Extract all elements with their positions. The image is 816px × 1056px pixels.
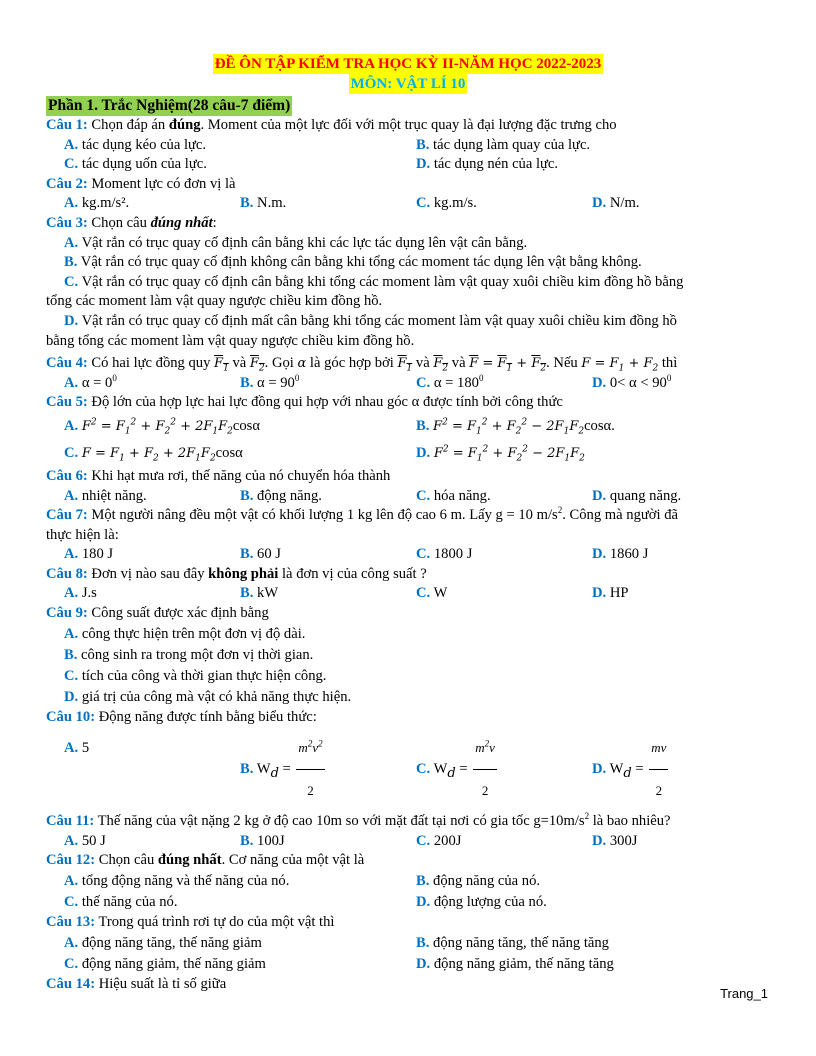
option-text: kg.m/s². [81,195,130,212]
option-text: W [256,761,271,778]
question-number: Câu 1: [46,117,88,133]
question-number: Câu 11: [46,813,95,830]
question-text: Công suất được xác định bằng [87,605,269,622]
option-label: B. [416,417,430,434]
question-text: là góc hợp bởi [306,355,398,372]
option-label: D. [592,546,607,563]
option-text: động lượng của nó. [433,894,547,911]
option-text: tổng các moment làm vật quay ngược chiều kim đồng hồ. [46,293,383,310]
question-text: thực hiện là: [46,526,119,543]
option-label: B. [240,374,254,391]
question-text: : [212,214,217,231]
alpha-symbol: α [297,356,307,372]
question-number: Câu 8: [46,565,88,582]
option-label: A. [64,487,79,504]
option-text: α = 90 [257,374,295,391]
option-text: kg.m/s. [433,195,477,212]
option-text: thế năng của nó. [81,894,178,911]
question-7 [46,506,770,526]
question-text: Khi hạt mưa rơi, thế năng của nó chuyển hóa thành [87,467,391,484]
option-label: B. [64,254,78,271]
option-label: C. [416,832,431,849]
degree-sup: 0 [294,372,300,383]
question-text: là đơn vị của công suất ? [278,565,427,582]
option-text: 50 J [81,832,106,849]
question-1 [46,116,770,136]
option-text: 1860 J [609,546,649,563]
question-text: Thế năng của vật nặng 2 kg ở độ cao 10m so với mặt đất tại nơi có gia tốc g=10m/s [94,813,585,830]
question-text: Chọn đáp án [87,117,169,133]
option-label: C. [416,195,431,212]
emphasis-text: đúng nhất [157,852,222,869]
formula-a: $F^2 = F_1^2 + F_2^2 + 2F_1F_2$ [81,417,233,437]
option-label: B. [240,195,254,212]
question-text: Độ lớn của hợp lực hai lực đồng qui hợp với nhau góc α được tính bởi công thức [87,394,563,411]
question-text: Động năng được tính bằng biểu thức: [95,708,317,725]
option-text: α = 0 [81,374,113,391]
option-label: B. [240,832,254,849]
fraction-c: $\frac{m^2v}{2}$ [473,727,497,812]
option-label: A. [64,625,79,642]
question-text: Có hai lực đồng quy [87,355,215,372]
option-label: A. [64,546,79,563]
option-text: tác dụng nén của lực. [433,156,559,173]
question-10 [46,708,770,728]
question-3 [46,214,770,234]
option-label: D. [64,312,79,329]
option-text: giá trị của công mà vật có khả năng thực hiện. [81,688,352,705]
option-label: C. [416,487,431,504]
question-text: Một người nâng đều một vật có khối lượng 1 kg lên độ cao 6 m. Lấy g = 10 m/s [87,507,558,524]
option-text: cosα. [584,417,615,434]
question-number: Câu 2: [46,175,88,192]
page-number: Trang_1 [720,986,768,1001]
option-label: B. [240,761,254,778]
question-number: Câu 12: [46,852,96,869]
question-number: Câu 4: [46,355,88,372]
question-text: là bao nhiêu? [589,813,671,830]
question-text: Trong quá trình rơi tự do của một vật thì [95,914,335,931]
exam-title: ĐỀ ÔN TẬP KIỂM TRA HỌC KỲ II-NĂM HỌC 2022-2023 [214,56,602,72]
degree-sup: 0 [666,372,672,383]
vector-f2: $F_2$ [249,356,265,374]
question-text: . Cơ năng của một vật là [221,852,365,869]
question-text: Chọn câu [87,214,151,231]
option-label: C. [64,894,79,911]
option-label: A. [64,934,79,951]
option-text: cosα [232,417,260,434]
option-text: N/m. [609,195,640,212]
option-label: B. [416,934,430,951]
formula-c: $F = F_1 + F_2 + 2F_1F_2$ [81,445,216,464]
option-label: C. [64,156,79,173]
exam-page: ĐỀ ÔN TẬP KIỂM TRA HỌC KỲ II-NĂM HỌC 2022-2023 MÔN: VẬT LÍ 10 Phần 1. Trắc Nghiệm(28 câu-7 điểm) Câu 1: Chọn đáp án đúng. Moment của một lực đối với một trục quay là đại lượng đặc trưng cho A. tác dụng kéo của lực. B. tác dụng làm quay của lực. C. tác dụng uốn của lực. D. tác dụng nén của lực. Câu 2: Moment lực có đơn vị là A. kg.m/s². B. N.m. C. kg.m/s. D. N/m. Câu 3: Chọn câu đúng nhất: A. Vật rắn có trục quay cố định cân bằng khi các lực tác dụng lên vật cân bằng. B. Vật rắn có trục quay cố định không cân bằng khi tổng các moment tác dụng lên vật bằng không. C. Vật rắn có trục quay cố định cân bằng khi tổng các moment làm vật quay xuôi chiều kim đồng hồ bằng tổng các moment làm vật quay ngược chiều kim đồng hồ. D. Vật rắn có trục quay cố định mất cân bằng khi tổng các moment làm vật quay xuôi chiều kim đồng hồ bằng tổng các moment làm vật quay ngược chiều kim đồng hồ. Câu 4: Có hai lực đồng quy $F_1$ và $F_2$. Gọi α là góc hợp bởi $F_1$ và $F_2$ và $\overline{F} = F_1 + F_2$. Nếu $F = F_1 + F_2$ thì A. $\alpha = 0^0$ B. $\alpha = 90^0$ C. $\alpha = 180^0$ D. $0< \alpha < 90^0$ Câu 5: Độ lớn của hợp lực hai lực đồng qui hợp với nhau góc α được tính bởi công thức A. $F^2 = F_1^2 + F_2^2 + 2F_1F_2\cos\alpha$ B. $F^2 = F_1^2 + F_2^2 - 2F_1F_2\cos\alpha$. C. $F = F_1 + F_2 + 2F_1F_2\cos\alpha$ D. $F^2 = F_1^2 + F_2^2 - 2F_1F_2$ Câu 6: Khi hạt mưa rơi, thế năng của nó chuyển hóa thành A. nhiệt năng. B. động năng. C. hóa năng. D. quang năng. Câu 7: Một người nâng đều một vật có khối lượng 1 kg lên độ cao 6 m. Lấy g = 10 $m/s^2$. Công mà người đã thực hiện là: A. 180 J B. 60 J C. 1800 J D. 1860 J Câu 8: Đơn vị nào sau đây không phải là đơn vị của công suất ? A. J.s B. kW C. W D. HP Câu 9: Công suất được xác định bằng A. công thực hiện trên một đơn vị độ dài. B. công sinh ra trong một đơn vị thời gian. C. tích của công và thời gian thực hiện công. D. giá trị của công mà vật có khả năng thực hiện. Câu 10: Động năng được tính bằng biểu thức: A. 5 B. $W_d$ = $\frac{m^2v^2}{2}$ C. $W_d$ = $\frac{m^2v}{2}$ D. $W_d$ = $\frac{mv}{2}$ Câu 11: Thế năng của vật nặng 2 kg ở độ cao 10m so với mặt đất tại nơi có gia tốc $g=10m/s^2$ là bao nhiêu? A. 50 J B. 100J C. 200J D. 300J Câu 12: Chọn câu đúng nhất. Cơ năng của một vật là A. tổng động năng và thế năng của nó. B. động năng của nó. C. thế năng của nó. D. động lượng của nó. Câu 13: Trong quá trình rơi tự do của một vật thì A. động năng tăng, thế năng giảm B. động năng tăng, thế năng tăng C. động năng giảm, thế năng giảm D. động năng giảm, thế năng tăng Câu 14: Hiệu suất là tỉ số giữa [46,52,770,994]
fraction-b: $\frac{m^2v^2}{2}$ [296,727,324,812]
vector-sum-formula: $\overline{F} = F_1 + F_2$ [469,356,547,374]
option-text: công sinh ra trong một đơn vị thời gian. [81,646,314,663]
question-4 [46,354,770,374]
option-text: W [609,761,624,778]
option-label: C. [416,374,431,391]
degree-sup: 0 [112,372,117,383]
option-text: động năng tăng, thế năng tăng [433,934,609,951]
option-label: C. [416,585,431,602]
question-number: Câu 10: [46,708,96,725]
option-text: tích của công và thời gian thực hiện công. [81,667,327,684]
option-label: B. [240,487,254,504]
option-label: A. [64,585,79,602]
option-text: N.m. [257,195,287,212]
option-label: D. [64,688,79,705]
option-text: tác dụng làm quay của lực. [433,136,591,153]
unit-sup: 2 [584,811,590,822]
option-text: động năng. [257,487,322,504]
option-text: quang năng. [609,487,682,504]
option-text: J.s [81,585,97,602]
exam-subject: MÔN: VẬT LÍ 10 [350,76,466,92]
option-text: Vật rắn có trục quay cố định mất cân bằng khi tổng các moment làm vật quay xuôi chiều kim đồng hồ [81,312,677,329]
option-text: W [433,761,448,778]
magnitude-sum-formula: $F = F_1 + F_2$ [581,356,659,374]
question-12 [46,851,770,871]
question-11 [46,812,770,832]
question-text: Hiệu suất là tỉ số giữa [95,975,227,992]
option-text: Vật rắn có trục quay cố định cân bằng khi tổng các moment làm vật quay xuôi chiều kim đồng hồ bằng [81,273,684,290]
option-label: A. [64,740,79,757]
option-label: D. [592,487,607,504]
unit-sup: 2 [557,505,563,516]
question-text: và [412,355,434,372]
option-text: 200J [433,832,462,849]
option-text: Vật rắn có trục quay cố định cân bằng khi các lực tác dụng lên vật cân bằng. [81,234,528,251]
question-text: Đơn vị nào sau đây [87,565,209,582]
option-label: A. [64,195,79,212]
question-number: Câu 6: [46,467,88,484]
question-text: . Nếu [546,355,582,372]
option-label: A. [64,374,79,391]
option-label: D. [416,955,431,972]
emphasis-text: đúng nhất [150,214,213,231]
option-text: 100J [257,832,285,849]
question-6 [46,467,770,487]
formula-d: $F^2 = F_1^2 + F_2^2 - 2F_1F_2$ [433,444,585,464]
option-text: 300J [609,832,638,849]
option-text: cosα [215,444,243,461]
option-label: D. [416,444,431,461]
option-text: động năng tăng, thế năng giảm [81,934,262,951]
option-text: 1800 J [433,546,473,563]
option-text: W [433,585,448,602]
option-label: C. [416,546,431,563]
question-text: Moment lực có đơn vị là [87,175,236,192]
option-text: hóa năng. [433,487,491,504]
option-label: C. [64,667,79,684]
option-text: bằng tổng các moment làm vật quay ngược chiều kim đồng hồ. [46,332,415,349]
section-heading: Phần 1. Trắc Nghiệm(28 câu-7 điểm) [48,97,291,114]
question-text: . Gọi [264,355,298,372]
option-label: A. [64,234,79,251]
vector-f1: $F_1$ [214,356,229,374]
question-text: và [448,355,470,372]
question-number: Câu 9: [46,605,88,622]
option-text: 60 J [257,546,281,563]
option-label: C. [64,955,79,972]
question-2 [46,175,770,195]
option-label: C. [416,761,431,778]
option-text: công thực hiện trên một đơn vị độ dài. [81,625,306,642]
option-label: B. [240,546,254,563]
question-number: Câu 3: [46,214,88,231]
question-number: Câu 5: [46,394,88,411]
question-text: Chọn câu [95,852,158,869]
option-label: A. [64,873,79,890]
formula-b: $F^2 = F_1^2 + F_2^2 - 2F_1F_2$ [433,417,585,437]
option-text: 5 [81,740,90,757]
option-text: động năng giảm, thế năng tăng [433,955,614,972]
option-label: B. [416,873,430,890]
question-text: . Công mà người đã [562,507,678,524]
option-label: D. [416,156,431,173]
option-label: D. [592,585,607,602]
option-label: C. [64,444,79,461]
option-text: kW [257,585,279,602]
option-label: D. [592,761,607,778]
option-label: B. [240,585,254,602]
degree-sup: 0 [478,372,484,383]
option-text: HP [609,585,629,602]
option-label: A. [64,832,79,849]
exam-header [46,52,770,94]
option-text: Vật rắn có trục quay cố định không cân bằng khi tổng các moment tác dụng lên vật bằng không. [80,254,642,271]
option-text: tác dụng kéo của lực. [81,136,207,153]
option-text: động năng giảm, thế năng giảm [81,955,266,972]
question-8 [46,565,770,585]
option-label: A. [64,136,79,153]
fraction-d: $\frac{mv}{2}$ [649,727,668,812]
question-text: thì [658,355,678,372]
question-text: và [228,355,250,372]
question-9 [46,604,770,624]
vector-f1: $F_1$ [397,356,413,374]
option-text: α = 180 [433,374,479,391]
option-label: D. [592,195,607,212]
option-label: B. [416,136,430,153]
option-label: D. [592,374,607,391]
question-5 [46,393,770,413]
option-text: tổng động năng và thế năng của nó. [81,873,290,890]
question-14 [46,975,770,995]
vector-f2: $F_2$ [433,356,449,374]
option-label: B. [64,646,78,663]
option-text: tác dụng uốn của lực. [81,156,207,173]
option-text: 180 J [81,546,114,563]
option-label: D. [592,832,607,849]
option-text: nhiệt năng. [81,487,147,504]
question-number: Câu 13: [46,914,96,931]
question-number: Câu 14: [46,975,96,992]
emphasis-text: không phải [208,565,279,582]
question-text: . Moment của một lực đối với một trục quay là đại lượng đặc trưng cho [200,117,617,133]
option-label: C. [64,273,79,290]
question-13 [46,913,770,933]
option-text: 0< α < 90 [609,374,667,391]
option-label: A. [64,417,79,434]
question-number: Câu 7: [46,507,88,524]
option-text: động năng của nó. [433,873,541,890]
emphasis-text: đúng [168,117,201,133]
option-label: D. [416,894,431,911]
